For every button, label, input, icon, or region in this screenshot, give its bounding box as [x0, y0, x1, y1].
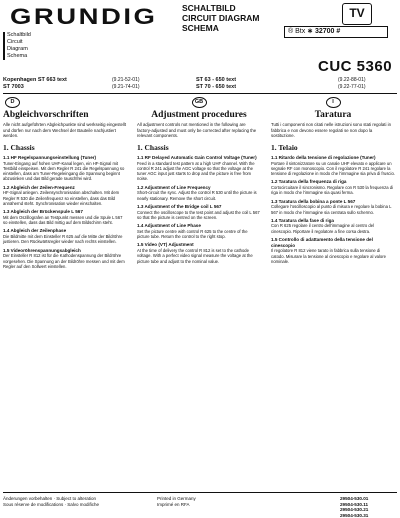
- part-number: 29504-530.11: [340, 501, 369, 507]
- model-codes-left: [112, 77, 140, 91]
- section-title: 1.1 HF Regelspannungseinstellung (Tuner): [3, 155, 97, 160]
- section-title: 1.5 Video (VT) Adjustment: [137, 242, 194, 248]
- footer-print-info: [157, 496, 196, 507]
- section-body: Collegare l'oscilloscopio al punto di misura e regolare la bobina L 567 in modo che l'immagine sia centrata sullo schermo.: [271, 204, 392, 215]
- section-title: 1.4 Taratura della fase di riga: [271, 217, 334, 223]
- model-name: ST 7003: [3, 84, 24, 90]
- section-title: 1.3 Abgleich der Brückenspule L 567: [3, 209, 83, 215]
- section-body: Tuner-Eingang auf hohen UHF-Kanal legen, ein HF-Signal mit Testbild einspeisen. Mit dem Regler R 241 die Regelspannung so einstellen, dass am Tuner-Regeleingang die Spannung beginnt abzusinken und das Bild gerade rauschfrei wird.: [3, 160, 125, 182]
- section-body: Feed in a standard test pattern at a high UHF channel. With the control R 241 adjust the AGC voltage so that the voltage at the tuner AGC input just starts to drop and the picture is free from noise.: [137, 160, 255, 182]
- model-name: Kopenhagen ST 663 text: [3, 77, 67, 83]
- column-intro: Alle nicht aufgeführten Abgleichpunkte sind werkseitig eingestellt und dürfen nur nach dem Wechsel der Bauteile nachjustiert werden.: [3, 122, 127, 138]
- model-name: ST 63 - 650 text: [196, 77, 237, 83]
- section-title: 1.2 Abgleich der Zeilen-Frequenz: [3, 184, 75, 190]
- document-title: [182, 3, 259, 33]
- column-intro: All adjustment controls not mentioned in the following are factory-adjusted and must only be corrected after replacing the relevant components.: [137, 122, 257, 138]
- section-title: 1.3 Adjustment of the Bridge coil L 567: [137, 203, 222, 209]
- section-body: Der Einsteller R 812 ist für die Kathodenspannung der Bildröhre vorgesehen. Die Spannung an der Bildröhre messen und mit dem Regler auf den Sollwert einstellen.: [3, 253, 125, 269]
- section-title: 1.1 RF Delayed Automatic Gain Control Voltage (Tuner): [137, 155, 257, 160]
- footer-divider: [3, 492, 397, 493]
- model-code: (9.22-88-01): [338, 77, 366, 83]
- section-body: Portare il sintonizzatore su un canale UHF elevato e applicare un segnale RF con monoscopio. Con il regolatore R 241 regolare la tensione di regolazione in modo che l'immagine sia priva di fruscio.: [271, 160, 395, 177]
- model-code: (9.21-52-01): [112, 77, 140, 83]
- footer-notice: [3, 496, 99, 507]
- doc-type: Schema: [7, 53, 28, 59]
- section-title: 1.5 Videoröhrenspannungsabgleich: [3, 247, 81, 253]
- model-list-right: [196, 77, 236, 91]
- footer-line: Imprimé en RFA: [157, 501, 190, 507]
- doc-type: Circuit: [7, 39, 23, 45]
- section-title: 1.4 Adjustment of Line Phase: [137, 223, 201, 229]
- section-body: Set the picture centre with control R 625 to the centre of the picture tube. Return the control to the right stop.: [137, 228, 248, 240]
- order-number-box: [284, 26, 388, 38]
- doc-type: Diagram: [7, 46, 28, 52]
- section-body: Il regolatore R 812 viene tarato in fabbrica sulla tensione di catodo. Misurare la tensione al cinescopio e regolare al valore nominale.: [271, 248, 386, 264]
- document-type-list: [3, 32, 31, 60]
- section-body: Connect the oscilloscope to the test point and adjust the coil L 567 so that the picture is centred on the screen.: [137, 209, 260, 220]
- doc-type: Schaltbild: [7, 32, 31, 38]
- title-line: SCHEMA: [182, 23, 219, 33]
- section-body: Cortocircuitare il sincronismo. Regolare con R 530 la frequenza di riga in modo che l'immagine sia quasi ferma.: [271, 185, 393, 196]
- part-number: 29504-530.21: [340, 507, 369, 512]
- model-codes-right: [338, 77, 366, 91]
- section-body: Short-circuit the sync. Adjust the control R 530 until the picture is nearly stationary. Remove the short circuit.: [137, 190, 257, 201]
- section-title: 1.2 Adjustment of Line Frequency: [137, 184, 211, 190]
- section-body: HF-Signal anlegen. Zeilensynchronisation abschalten. Mit dem Regler R 530 die Zeilenfrequenz so einstellen, dass das Bild annähernd steht. Synchronisation wieder einschalten.: [3, 190, 120, 206]
- model-list-left: [3, 77, 67, 91]
- language-badge: GB: [192, 97, 207, 108]
- order-number: ∗ 32700 #: [307, 28, 341, 35]
- brand-logo: GRUNDIG: [10, 4, 158, 29]
- column-heading: Abgleichvorschriften: [3, 110, 89, 120]
- language-badge: I: [326, 97, 341, 108]
- section-title: 1.1 Ritardo della tensione di regolazione (Tuner): [271, 155, 376, 160]
- footer-line: Printed in Germany: [157, 496, 196, 501]
- footer-line: Änderungen vorbehalten · Subject to alteration: [3, 496, 97, 501]
- column-intro: Tutti i componenti non citati nelle istruzioni sono stati regolati in fabbrica e non devono essere regolati se non dopo la sostituzione.: [271, 122, 391, 138]
- section-body: Mit dem Oszillografen an Testpunkt messen und die Spule L 567 so einstellen, dass das Bild mittig auf dem Bildschirm steht.: [3, 214, 123, 226]
- section-body: At the time of delivery the control R 812 is set to the cathode voltage. With a perfect video signal measure the voltage at the picture tube and adjust to the nominal value.: [137, 247, 253, 264]
- column-italian: [271, 97, 395, 264]
- section-body: Con R 625 regolare il centro dell'immagine al centro del cinescopio. Riportare il regolatore a fine corsa destra.: [271, 223, 374, 234]
- part-number: 29504-530.31: [340, 512, 369, 518]
- model-code: (9.21-74-01): [112, 84, 140, 90]
- column-heading: Taratura: [314, 110, 352, 120]
- section-title: 1.4 Abgleich der Zeilenphase: [3, 228, 67, 234]
- title-line: CIRCUIT DIAGRAM: [182, 13, 260, 23]
- column-german: [3, 97, 127, 269]
- model-name: ST 70 - 650 text: [196, 84, 237, 90]
- language-badge: D: [5, 97, 20, 108]
- section-body: Die Bildmitte mit dem Einsteller R 625 auf die Mitte der Bildröhre justieren. Den Rückwärtsregler wieder nach rechts einstellen.: [3, 234, 123, 245]
- title-line: SCHALTBILD: [182, 3, 236, 13]
- part-number: 29504-530.01: [340, 496, 369, 501]
- column-heading: Adjustment procedures: [151, 110, 247, 120]
- chassis-model: CUC 5360: [318, 58, 393, 75]
- section-title: 1.2 Taratura della frequenza di riga: [271, 179, 347, 185]
- header-divider: [3, 93, 397, 94]
- section-title: 1.3 Taratura della bobina a ponte L 567: [271, 198, 356, 204]
- chapter-title: 1. Telaio: [271, 143, 298, 152]
- tv-badge: TV: [342, 3, 372, 25]
- footer-part-numbers: [340, 496, 368, 518]
- btx-label: ® Btx: [288, 28, 306, 35]
- chapter-title: 1. Chassis: [137, 143, 169, 152]
- footer-line: Sous réserve de modifications · Salvo modifiche: [3, 501, 100, 507]
- column-english: [137, 97, 261, 264]
- model-code: (9.22-77-01): [338, 84, 366, 90]
- section-title: 1.5 Controllo di adattamento della tensione del cinescopio: [271, 237, 373, 248]
- chapter-title: 1. Chassis: [3, 143, 35, 152]
